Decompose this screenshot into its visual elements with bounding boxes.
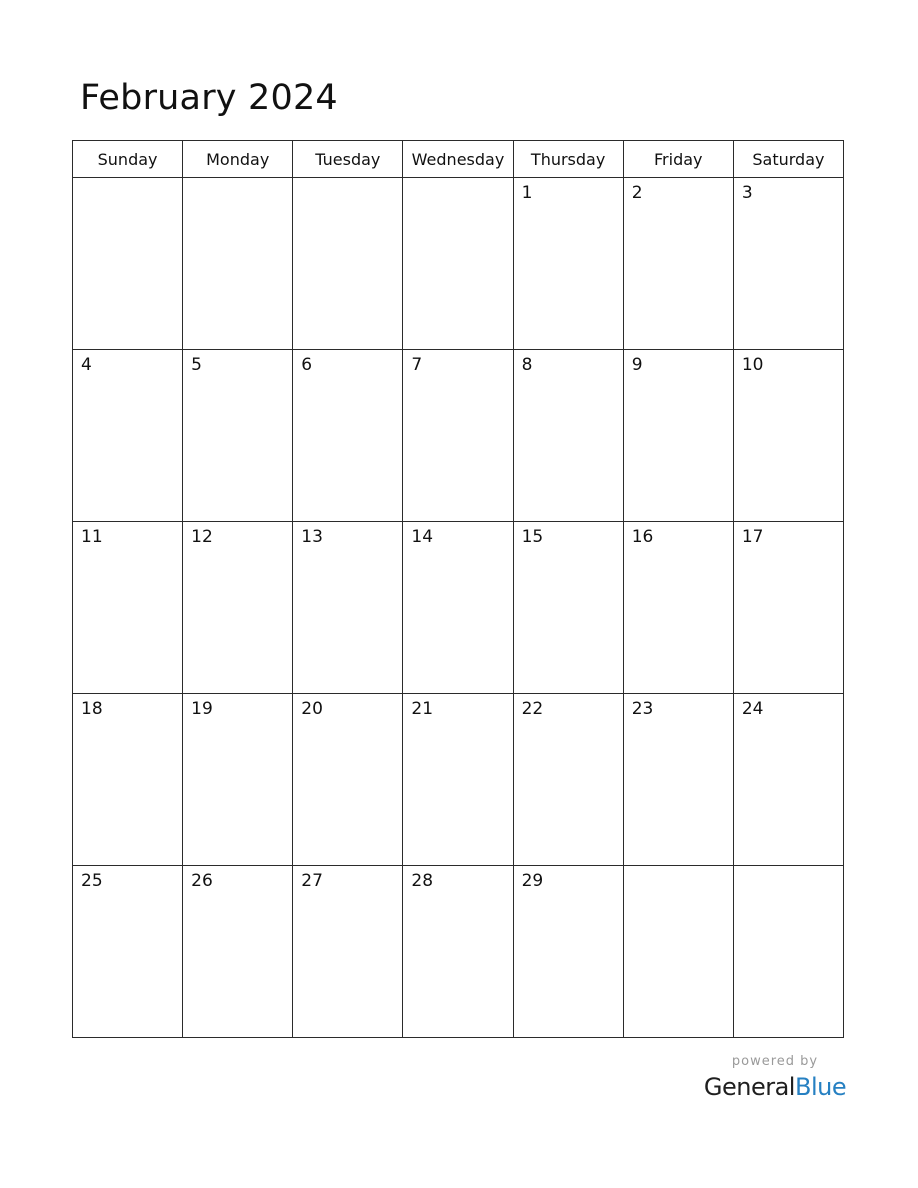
day-number: 20 (301, 699, 323, 719)
day-cell (183, 522, 293, 694)
weekday-header-wednesday: Wednesday (403, 141, 513, 178)
day-number: 2 (631, 183, 643, 203)
day-number: 13 (301, 527, 323, 547)
day-cell (513, 694, 623, 866)
day-number: 12 (191, 527, 213, 547)
day-number: 27 (301, 871, 323, 891)
day-cell (513, 866, 623, 1038)
day-number: 22 (521, 699, 544, 719)
weekday-header-tuesday: Tuesday (293, 141, 403, 178)
day-number: 3 (741, 183, 753, 203)
weekday-header-friday: Friday (623, 141, 733, 178)
day-number: 24 (741, 699, 764, 719)
day-cell (403, 866, 513, 1038)
day-cell (623, 522, 733, 694)
day-cell (183, 694, 293, 866)
day-number: 18 (81, 699, 103, 719)
day-number: 25 (81, 871, 103, 891)
day-cell (73, 522, 183, 694)
weekday-header-saturday: Saturday (733, 141, 843, 178)
day-cell (293, 866, 403, 1038)
week-row (73, 694, 844, 866)
day-cell (183, 178, 293, 350)
weekday-header-row (73, 141, 844, 178)
day-number: 7 (411, 355, 423, 375)
day-cell (733, 866, 843, 1038)
day-cell (403, 694, 513, 866)
week-row (73, 350, 844, 522)
day-cell (513, 522, 623, 694)
day-number: 21 (411, 699, 434, 719)
day-cell (73, 178, 183, 350)
day-number (624, 866, 733, 871)
week-row (73, 866, 844, 1038)
day-number: 1 (521, 183, 533, 203)
day-cell (293, 522, 403, 694)
day-cell (623, 694, 733, 866)
day-number: 9 (631, 355, 643, 375)
day-cell (733, 350, 843, 522)
day-number: 29 (521, 871, 544, 891)
day-cell (403, 522, 513, 694)
day-number: 11 (81, 527, 103, 547)
day-number (403, 178, 512, 183)
day-cell (623, 178, 733, 350)
day-cell (403, 350, 513, 522)
day-number: 28 (411, 871, 434, 891)
day-number: 17 (741, 527, 764, 547)
day-number: 26 (191, 871, 213, 891)
day-cell (73, 350, 183, 522)
day-number: 6 (301, 355, 313, 375)
day-cell (733, 694, 843, 866)
brand-logo-blue: Blue (794, 1073, 847, 1101)
weekday-header-thursday: Thursday (513, 141, 623, 178)
day-cell (293, 350, 403, 522)
day-cell (403, 178, 513, 350)
day-number: 5 (191, 355, 202, 375)
day-number (73, 178, 182, 183)
generalblue-branding[interactable] (700, 1054, 850, 1102)
day-number (183, 178, 292, 183)
day-number: 14 (411, 527, 434, 547)
day-number: 8 (521, 355, 533, 375)
day-cell (733, 522, 843, 694)
week-row (73, 522, 844, 694)
day-cell (73, 694, 183, 866)
day-cell (623, 350, 733, 522)
day-number: 4 (81, 355, 92, 375)
weekday-header-monday: Monday (183, 141, 293, 178)
day-cell (73, 866, 183, 1038)
powered-by-label: powered by (731, 1054, 819, 1069)
day-number: 10 (741, 355, 764, 375)
day-number: 19 (191, 699, 213, 719)
day-cell (293, 694, 403, 866)
weekday-header-sunday: Sunday (73, 141, 183, 178)
week-row (73, 178, 844, 350)
day-number: 23 (631, 699, 654, 719)
day-number: 16 (631, 527, 654, 547)
day-number (293, 178, 402, 183)
brand-logo (700, 1072, 850, 1102)
day-number: 15 (521, 527, 544, 547)
day-cell (513, 350, 623, 522)
page-title: February 2024 (80, 78, 338, 118)
day-cell (293, 178, 403, 350)
day-cell (183, 350, 293, 522)
day-cell (733, 178, 843, 350)
day-cell (513, 178, 623, 350)
brand-logo-general: General (703, 1073, 795, 1101)
calendar-grid (72, 140, 844, 1038)
day-cell (183, 866, 293, 1038)
day-cell (623, 866, 733, 1038)
day-number (734, 866, 843, 871)
